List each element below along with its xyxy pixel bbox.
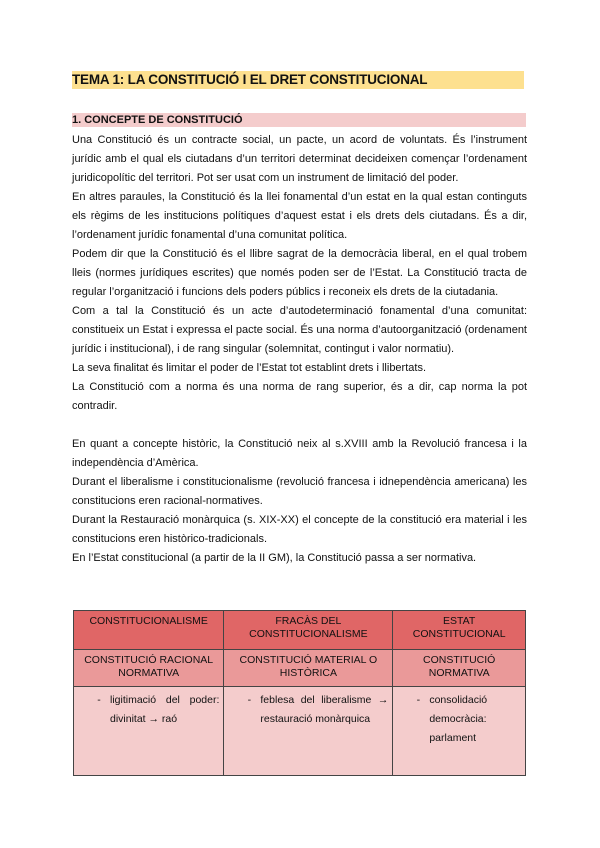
bullet-dash: - bbox=[416, 694, 421, 706]
page-title: TEMA 1: LA CONSTITUCIÓ I EL DRET CONSTITUCIONAL bbox=[72, 71, 524, 89]
list-item: consolidació democràcia: parlament bbox=[429, 694, 488, 744]
paragraph: En l’Estat constitucional (a partir de la II GM), la Constitució passa a ser normativa. bbox=[72, 552, 477, 564]
section-heading: 1. CONCEPTE DE CONSTITUCIÓ bbox=[72, 113, 526, 127]
paragraph: Una Constitució és un contracte social, un pacte, un acord de voluntats. És l’instrument jurídic amb el qual els ciutadans d’un territori determinat decideixen començar l’ordenament juridicopolític del territori. Pot ser usat com un instrument de limitació del poder. bbox=[72, 134, 527, 184]
paragraph: Com a tal la Constitució és un acte d’autodeterminació fonamental d’una comunitat: constitueix un Estat i expressa el pacte social. És una norma d’autoorganització (ordenament jurídic i institucional), i de rang singular (solemnitat, contingut i valor normatiu). bbox=[72, 305, 527, 355]
list-item: feblesa del liberalisme → restauració monàrquica bbox=[260, 694, 389, 725]
paragraph: La Constitució com a norma és una norma de rang superior, és a dir, cap norma la pot contradir. bbox=[72, 381, 527, 412]
subheader-cell: CONSTITUCIÓ NORMATIVA bbox=[393, 650, 526, 687]
bullet-dash: - bbox=[247, 694, 252, 706]
bullet-dash: - bbox=[97, 694, 101, 706]
paragraph: La seva finalitat és limitar el poder de l’Estat tot establint drets i llibertats. bbox=[72, 362, 427, 374]
paragraph: Durant la Restauració monàrquica (s. XIX-XX) el concepte de la constitució era material i les constitucions eren històrico-tradicionals. bbox=[72, 514, 527, 545]
table-cell bbox=[224, 687, 393, 776]
constitution-types-table bbox=[73, 610, 526, 776]
section-body bbox=[72, 131, 527, 568]
header-cell: CONSTITUCIONALISME bbox=[74, 611, 224, 650]
table-subheader-row bbox=[74, 650, 526, 687]
subheader-cell: CONSTITUCIÓ MATERIAL O HISTÒRICA bbox=[224, 650, 393, 687]
paragraph: Podem dir que la Constitució és el llibre sagrat de la democràcia liberal, en el qual trobem lleis (normes jurídiques escrites) que només poden ser de l’Estat. La Constitució tracta de regular l’organització i funcions dels poders públics i reconeix els drets de la ciutadania. bbox=[72, 248, 527, 298]
header-cell: FRACÀS DEL CONSTITUCIONALISME bbox=[224, 611, 393, 650]
table-header-row bbox=[74, 611, 526, 650]
table-cell bbox=[393, 687, 526, 776]
paragraph: En altres paraules, la Constitució és la llei fonamental d’un estat en la qual estan continguts els règims de les institucions polítiques d’aquest estat i els drets dels ciutadans. És a dir, l’ordenament jurídic fonamental d’una comunitat política. bbox=[72, 191, 527, 241]
paragraph: Durant el liberalisme i constitucionalisme (revolució francesa i idnependència americana) les constitucions eren racional-normatives. bbox=[72, 476, 527, 507]
header-cell: ESTAT CONSTITUCIONAL bbox=[393, 611, 526, 650]
table-row bbox=[74, 687, 526, 776]
table-cell bbox=[74, 687, 224, 776]
list-item: ligitimació del poder: divinitat → raó bbox=[110, 694, 220, 725]
subheader-cell: CONSTITUCIÓ RACIONAL NORMATIVA bbox=[74, 650, 224, 687]
paragraph: En quant a concepte històric, la Constitució neix al s.XVIII amb la Revolució francesa i la independència d’Amèrica. bbox=[72, 438, 527, 469]
